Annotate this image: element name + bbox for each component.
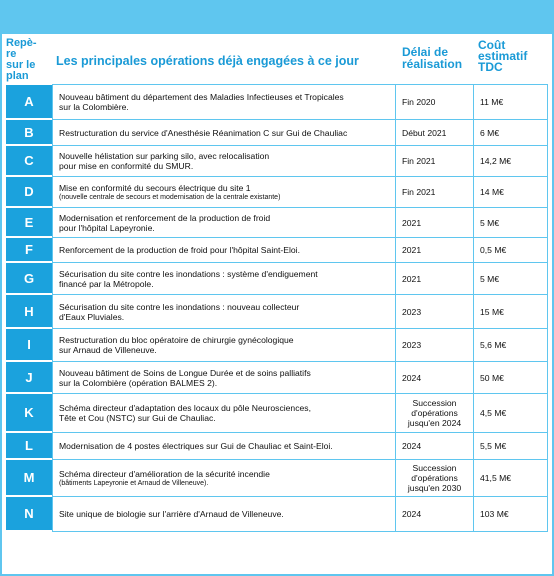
operation-line: Sécurisation du site contre les inondations : nouveau collecteur bbox=[59, 301, 300, 312]
operation-line: Restructuration du bloc opératoire de chirurgie gynécologique bbox=[59, 335, 294, 345]
table-row bbox=[0, 433, 554, 460]
operation-line: sur la Colombière (opération BALMES 2). bbox=[59, 377, 218, 388]
header-ref-line: sur le bbox=[6, 59, 36, 71]
row-ref-label: J bbox=[6, 362, 52, 394]
delai-text bbox=[402, 218, 421, 228]
table-row bbox=[0, 120, 554, 146]
row-delai bbox=[396, 394, 474, 433]
top-band bbox=[2, 2, 552, 34]
row-cout: 14,2 M€ bbox=[474, 146, 548, 177]
row-ref-label: K bbox=[6, 394, 52, 433]
operation-line: Schéma directeur d'adaptation des locaux du pôle Neurosciences, bbox=[59, 403, 311, 413]
row-delai bbox=[396, 329, 474, 362]
row-operation bbox=[52, 362, 396, 394]
header-delai-line: Délai de bbox=[402, 45, 449, 59]
delai-text bbox=[402, 128, 446, 138]
operation-line: financé par la Métropole. bbox=[59, 278, 154, 289]
delai-text bbox=[408, 463, 461, 493]
delai-line: Fin 2020 bbox=[402, 97, 436, 107]
row-delai bbox=[396, 208, 474, 238]
row-cout: 50 M€ bbox=[474, 362, 548, 394]
table-header bbox=[0, 34, 554, 84]
delai-line: d'opérations bbox=[411, 473, 458, 483]
row-delai bbox=[396, 263, 474, 295]
header-ref-line: re bbox=[6, 48, 17, 60]
operation-line: Restructuration du service d'Anesthésie Réanimation C sur Gui de Chauliac bbox=[59, 127, 348, 138]
row-operation bbox=[52, 146, 396, 177]
row-ref-label: N bbox=[6, 497, 52, 532]
header-cout-line: TDC bbox=[478, 60, 503, 74]
row-ref-label: G bbox=[6, 263, 52, 295]
row-operation bbox=[52, 263, 396, 295]
operation-line: Renforcement de la production de froid pour l'hôpital Saint-Eloi. bbox=[59, 245, 300, 255]
delai-text bbox=[402, 509, 421, 519]
delai-text bbox=[402, 340, 421, 350]
row-cout: 103 M€ bbox=[474, 497, 548, 532]
delai-text bbox=[402, 307, 421, 317]
operation-line: pour mise en conformité du SMUR. bbox=[59, 161, 194, 171]
row-ref-label: M bbox=[6, 460, 52, 497]
operation-line: Nouveau bâtiment du département des Maladies Infectieuses et Tropicales bbox=[59, 92, 344, 102]
operation-line: sur la Colombière. bbox=[59, 102, 129, 112]
delai-line: jusqu'en 2030 bbox=[407, 483, 462, 493]
row-delai bbox=[396, 433, 474, 460]
table-row bbox=[0, 295, 554, 329]
header-delai bbox=[402, 46, 472, 70]
row-operation bbox=[52, 433, 396, 460]
delai-line: 2024 bbox=[402, 372, 422, 383]
row-operation bbox=[52, 329, 396, 362]
delai-line: 2023 bbox=[402, 306, 422, 317]
row-operation bbox=[52, 120, 396, 146]
delai-text bbox=[402, 245, 421, 255]
delai-text bbox=[402, 373, 421, 383]
operation-line: Modernisation et renforcement de la production de froid bbox=[59, 212, 271, 223]
delai-line: 2021 bbox=[402, 217, 422, 228]
delai-line: Fin 2021 bbox=[402, 187, 436, 197]
row-cout: 15 M€ bbox=[474, 295, 548, 329]
delai-text bbox=[402, 441, 421, 451]
operation-line: Site unique de biologie sur l'arrière d'Arnaud de Villeneuve. bbox=[59, 509, 284, 519]
delai-line: Début 2021 bbox=[402, 127, 447, 138]
row-delai bbox=[396, 460, 474, 497]
delai-text bbox=[402, 187, 435, 197]
row-cout: 5,5 M€ bbox=[474, 433, 548, 460]
row-ref-label: F bbox=[6, 238, 52, 263]
row-operation bbox=[52, 295, 396, 329]
operation-line: Modernisation de 4 postes électriques sur Gui de Chauliac et Saint-Eloi. bbox=[59, 441, 333, 451]
row-operation bbox=[52, 394, 396, 433]
row-operation bbox=[52, 208, 396, 238]
table-row bbox=[0, 85, 554, 120]
row-ref-label: A bbox=[6, 85, 52, 120]
table-row bbox=[0, 238, 554, 263]
row-ref-label: H bbox=[6, 295, 52, 329]
row-ref-label: B bbox=[6, 120, 52, 146]
header-cout bbox=[478, 40, 548, 73]
delai-text bbox=[402, 274, 421, 284]
delai-line: Succession bbox=[412, 398, 457, 408]
row-operation bbox=[52, 460, 396, 497]
row-delai bbox=[396, 85, 474, 120]
operation-line: Tête et Cou (NSTC) sur Gui de Chauliac. bbox=[59, 413, 216, 423]
delai-text bbox=[402, 156, 435, 166]
table-row bbox=[0, 329, 554, 362]
row-operation bbox=[52, 497, 396, 532]
header-operations: Les principales opérations déjà engagées à ce jour bbox=[56, 54, 359, 68]
table-row bbox=[0, 460, 554, 497]
table-row bbox=[0, 177, 554, 208]
delai-text bbox=[408, 398, 461, 428]
header-delai-line: réalisation bbox=[402, 57, 463, 71]
table-row bbox=[0, 146, 554, 177]
operation-line: d'Eaux Pluviales. bbox=[59, 311, 125, 322]
operation-line: Nouvelle hélistation sur parking silo, avec relocalisation bbox=[59, 151, 270, 161]
row-cout: 0,5 M€ bbox=[474, 238, 548, 263]
delai-line: jusqu'en 2024 bbox=[407, 418, 462, 428]
table-row bbox=[0, 394, 554, 433]
delai-line: Fin 2021 bbox=[402, 156, 436, 166]
operation-line: pour l'hôpital Lapeyronie. bbox=[59, 222, 155, 233]
row-cout: 11 M€ bbox=[474, 85, 548, 120]
operation-line: Mise en conformité du secours électrique du site 1 bbox=[59, 182, 251, 193]
delai-line: Succession bbox=[412, 463, 457, 473]
header-ref-line: plan bbox=[6, 70, 29, 82]
table-row bbox=[0, 362, 554, 394]
row-cout: 41,5 M€ bbox=[474, 460, 548, 497]
table-row bbox=[0, 263, 554, 295]
row-delai bbox=[396, 146, 474, 177]
delai-line: 2023 bbox=[402, 340, 422, 350]
row-cout: 5 M€ bbox=[474, 263, 548, 295]
delai-text bbox=[402, 97, 435, 107]
operation-line: Nouveau bâtiment de Soins de Longue Durée et de soins palliatifs bbox=[59, 367, 311, 378]
header-ref-line: Repè- bbox=[6, 37, 37, 49]
row-ref-label: E bbox=[6, 208, 52, 238]
row-delai bbox=[396, 120, 474, 146]
row-operation bbox=[52, 85, 396, 120]
row-operation bbox=[52, 177, 396, 208]
operation-line: Sécurisation du site contre les inondations : système d'endiguement bbox=[59, 268, 318, 279]
operation-line: sur Arnaud de Villeneuve. bbox=[59, 345, 157, 355]
header-cout-line: Coût bbox=[478, 38, 506, 52]
row-ref-label: I bbox=[6, 329, 52, 362]
row-cout: 6 M€ bbox=[474, 120, 548, 146]
row-delai bbox=[396, 497, 474, 532]
row-delai bbox=[396, 177, 474, 208]
row-cout: 4,5 M€ bbox=[474, 394, 548, 433]
table-row bbox=[0, 497, 554, 532]
row-operation bbox=[52, 238, 396, 263]
delai-line: d'opérations bbox=[411, 408, 458, 418]
row-cout: 5 M€ bbox=[474, 208, 548, 238]
row-ref-label: D bbox=[6, 177, 52, 208]
operation-note: (nouvelle centrale de secours et modernisation de la centrale existante) bbox=[59, 193, 281, 201]
delai-line: 2024 bbox=[402, 509, 422, 519]
header-ref bbox=[6, 38, 44, 82]
delai-line: 2024 bbox=[402, 441, 422, 451]
delai-line: 2021 bbox=[402, 245, 422, 255]
row-ref-label: L bbox=[6, 433, 52, 460]
operation-line: Schéma directeur d'amélioration de la sécurité incendie bbox=[59, 468, 270, 479]
row-delai bbox=[396, 238, 474, 263]
delai-line: 2021 bbox=[402, 273, 422, 284]
table-row bbox=[0, 208, 554, 238]
row-ref-label: C bbox=[6, 146, 52, 177]
operation-note: (bâtiments Lapeyronie et Arnaud de Villeneuve). bbox=[59, 479, 209, 487]
row-delai bbox=[396, 362, 474, 394]
row-cout: 14 M€ bbox=[474, 177, 548, 208]
header-cout-line: estimatif bbox=[478, 49, 528, 63]
row-delai bbox=[396, 295, 474, 329]
row-cout: 5,6 M€ bbox=[474, 329, 548, 362]
